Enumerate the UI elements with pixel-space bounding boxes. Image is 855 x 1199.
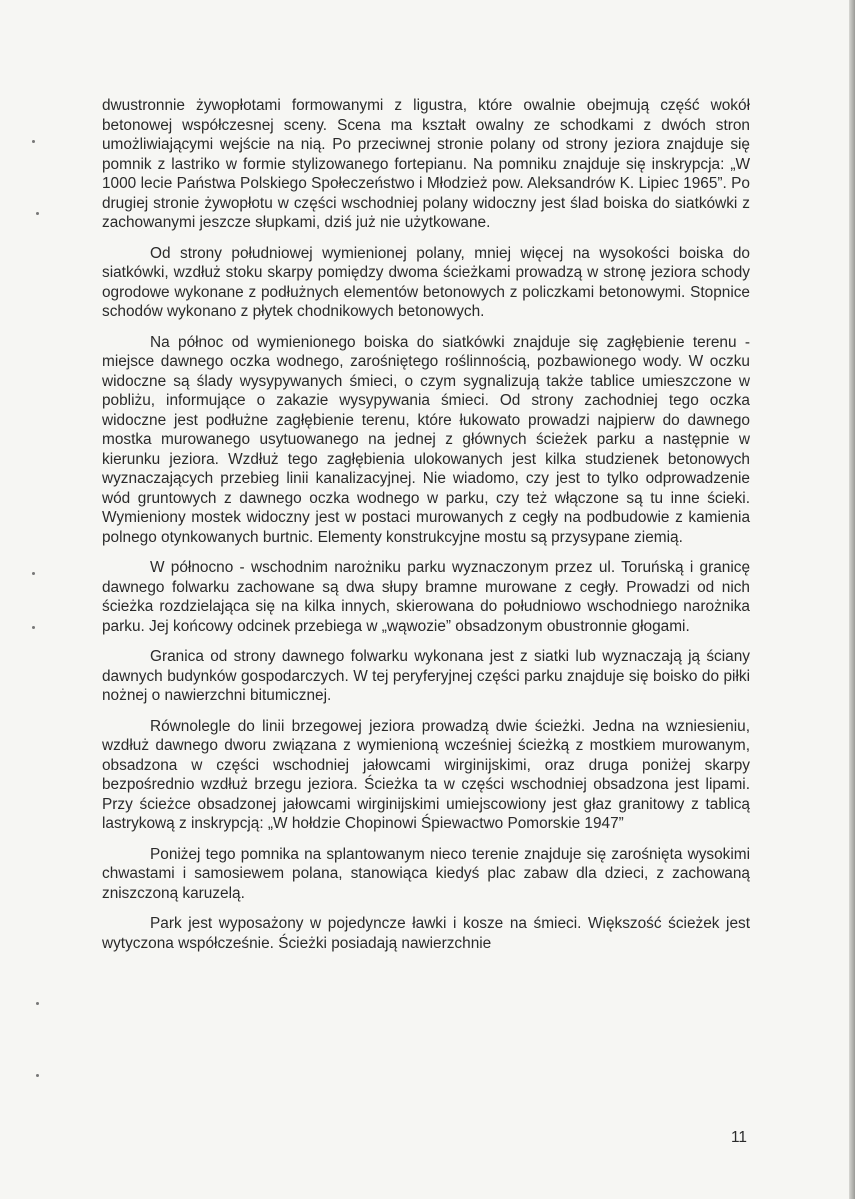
scan-speck [32,140,35,143]
scan-speck [36,1002,39,1005]
paragraph: Na północ od wymienionego boiska do siatkówki znajduje się zagłębienie terenu - miejsce dawnego oczka wodnego, zarośniętego roślinnością, pozbawionego wody. W oczku widoczne są ślady wysypywanych śmieci, o czym sygnalizują także tablice umieszczone w pobliżu, informujące o zakazie wysypywania śmieci. Od strony zachodniej tego oczka widoczne jest podłużne zagłębienie terenu, które łukowato prowadzi najpierw do dawnego mostka murowanego usytuowanego na jednej z głównych ścieżek parku a następnie w kierunku jeziora. Wzdłuż tego zagłębienia ulokowanych jest kilka studzienek betonowych wyznaczających przebieg linii kanalizacyjnej. Nie wiadomo, czy jest to tylko odprowadzenie wód gruntowych z dawnego oczka wodnego w parku, czy też włączone są tu inne ścieki. Wymieniony mostek widoczny jest w postaci murowanych z cegły na podbudowie z kamienia polnego otynkowanych burtnic. Elementy konstrukcyjne mostu są przysypane ziemią. [102,333,750,546]
page-number: 11 [731,1129,747,1146]
body-text [102,96,750,964]
page-edge-shadow [849,0,855,1199]
paragraph: Od strony południowej wymienionej polany, mniej więcej na wysokości boiska do siatkówki, wzdłuż stoku skarpy pomiędzy dwoma ścieżkami prowadzą w stronę jeziora schody ogrodowe wykonane z podłużnych elementów betonowych z policzkami betonowymi. Stopnice schodów wykonano z płytek chodnikowych betonowych. [102,244,750,320]
paragraph: Granica od strony dawnego folwarku wykonana jest z siatki lub wyznaczają ją ściany dawnych budynków gospodarczych. W tej peryferyjnej części parku znajduje się boisko do piłki nożnej o nawierzchni bitumicznej. [102,648,750,704]
paragraph: W północno - wschodnim narożniku parku wyznaczonym przez ul. Toruńską i granicę dawnego folwarku zachowane są dwa słupy bramne murowane z cegły. Prowadzi od nich ścieżka rozdzielająca się na kilka innych, skierowana do południowo wschodniego narożnika parku. Jej końcowy odcinek przebiega w „wąwozie” obsadzonym obustronnie głogami. [102,559,750,635]
paragraph: Równolegle do linii brzegowej jeziora prowadzą dwie ścieżki. Jedna na wzniesieniu, wzdłuż dawnego dworu związana z wymienioną wcześniej ścieżką z mostkiem murowanym, obsadzona w części wschodniej jałowcami wirginijskimi, oraz druga poniżej skarpy bezpośrednio wzdłuż brzegu jeziora. Ścieżka ta w części wschodniej obsadzona jest lipami. Przy ścieżce obsadzonej jałowcami wirginijskimi umiejscowiony jest głaz granitowy z tablicą lastrykową z inskrypcją: „W hołdzie Chopinowi Śpiewactwo Pomorskie 1947” [102,717,750,832]
scan-speck [32,626,35,629]
paragraph: Park jest wyposażony w pojedyncze ławki i kosze na śmieci. Większość ścieżek jest wytyczona współcześnie. Ścieżki posiadają nawierzchnie [102,915,750,952]
paragraph: Poniżej tego pomnika na splantowanym nieco terenie znajduje się zarośnięta wysokimi chwastami i samosiewem polana, stanowiąca kiedyś plac zabaw dla dzieci, z zachowaną zniszczoną karuzelą. [102,845,750,902]
paragraph: dwustronnie żywopłotami formowanymi z ligustra, które owalnie obejmują część wokół betonowej współczesnej sceny. Scena ma kształt owalny ze schodkami z dwóch stron umożliwiającymi wejście na nią. Po przeciwnej stronie polany od strony jeziora znajduje się pomnik z lastriko w formie stylizowanego fortepianu. Na pomniku znajduje się inskrypcja: „W 1000 lecie Państwa Polskiego Społeczeństwo i Młodzież pow. Aleksandrów K. Lipiec 1965”. Po drugiej stronie żywopłotu w części wschodniej polany widoczny jest ślad boiska do siatkówki z zachowanymi jeszcze słupkami, dziś już nie użytkowane. [102,97,750,231]
scan-speck [36,212,39,215]
scan-speck [32,572,35,575]
scan-speck [36,1074,39,1077]
